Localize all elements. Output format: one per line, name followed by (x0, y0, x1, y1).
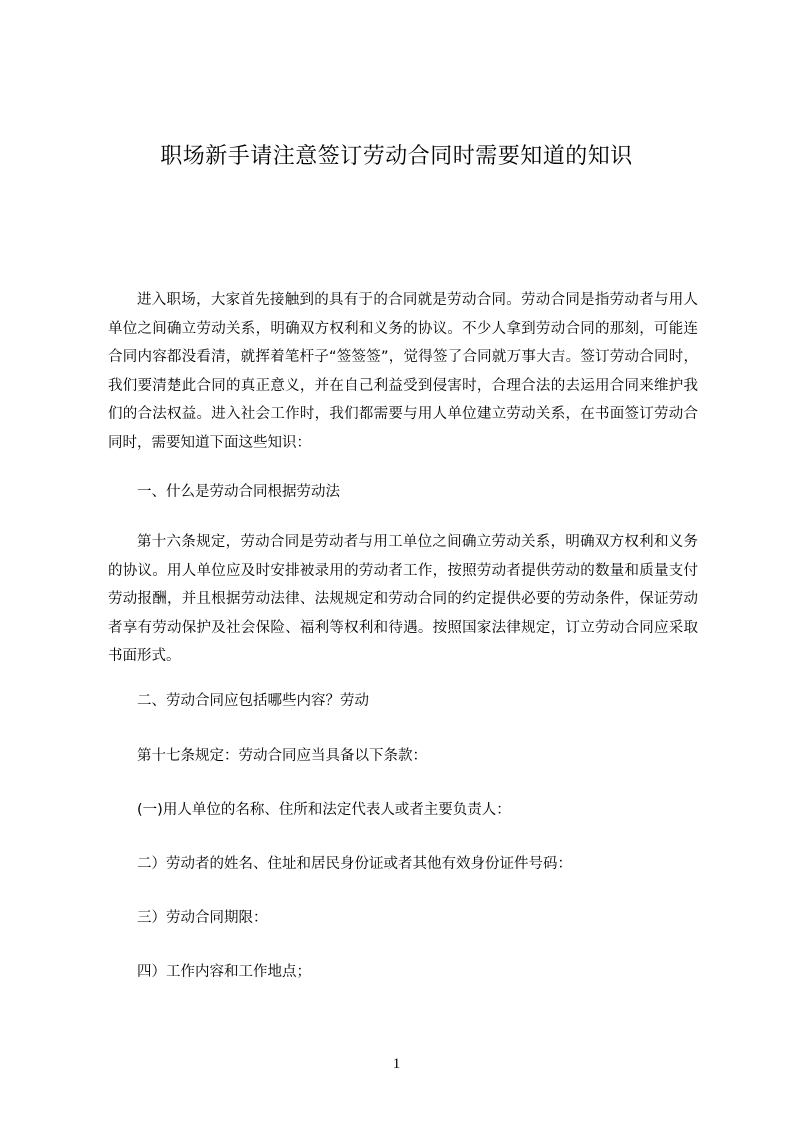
document-title: 职场新手请注意签订劳动合同时需要知道的知识 (160, 144, 633, 169)
list-item-3: 三）劳动合同期限： (137, 910, 268, 926)
list-item-2: 二）劳动者的姓名、住址和居民身份证或者其他有效身份证件号码： (137, 856, 572, 872)
section-2-heading: 二、劳动合同应包括哪些内容？劳动 (137, 693, 369, 709)
list-item-1: (一)用人单位的名称、住所和法定代表人或者主要负责人： (137, 802, 511, 818)
section-2-lead: 第十七条规定：劳动合同应当具备以下条款： (137, 748, 427, 764)
intro-paragraph: 进入职场，大家首先接触到的具有于的合同就是劳动合同。劳动合同是指劳动者与用人单位之间确立劳动关系，明确双方权利和义务的协议。不少人拿到劳动合同的那刻，可能连合同内容都没看清，就挥着笔杆子“签签签”，觉得签了合同就万事大吉。签订劳动合同时，我们要清楚此合同的真正意义，并在自己利益受到侵害时，合理合法的去运用合同来维护我们的合法权益。进入社会工作时，我们都需要与用人单位建立劳动关系，在书面签订劳动合同时，需要知道下面这些知识： (108, 292, 698, 451)
section-1-body: 第十六条规定，劳动合同是劳动者与用工单位之间确立劳动关系，明确双方权利和义务的协议。用人单位应及时安排被录用的劳动者工作，按照劳动者提供劳动的数量和质量支付劳动报酬，并且根据劳动法律、法规规定和劳动合同的约定提供必要的劳动条件，保证劳动者享有劳动保护及社会保险、福利等权利和待遇。按照国家法律规定，订立劳动合同应采取书面形式。 (108, 534, 698, 664)
section-1-heading: 一、什么是劳动合同根据劳动法 (137, 484, 340, 500)
list-item-4: 四）工作内容和工作地点； (137, 964, 311, 980)
page-number: 1 (392, 1056, 401, 1072)
